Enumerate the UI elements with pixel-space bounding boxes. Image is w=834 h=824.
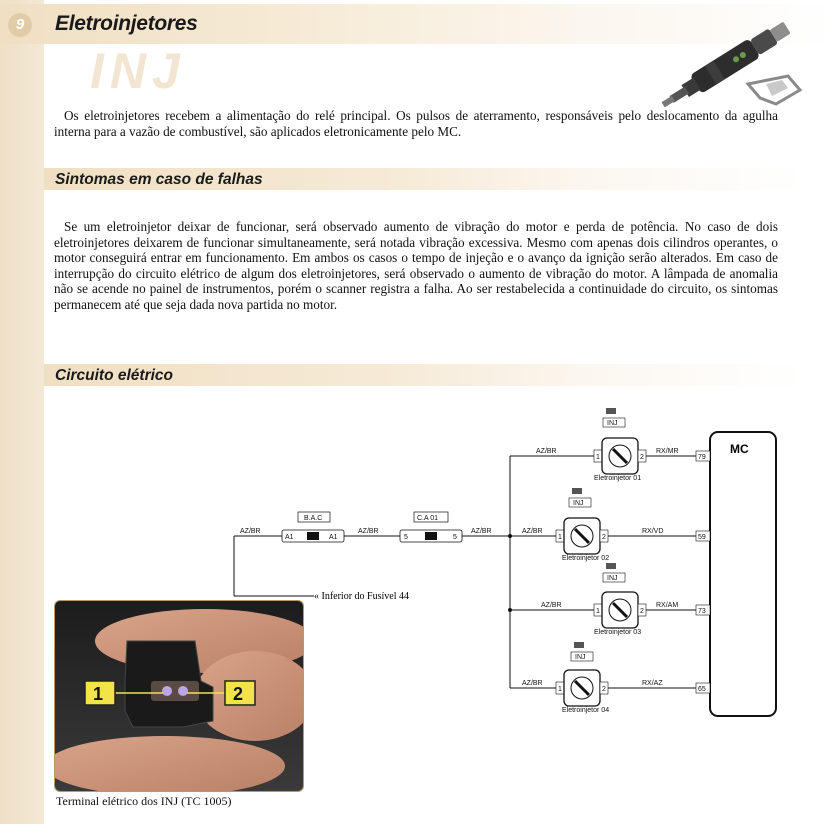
injector-02-label: Eletroinjetor 02 [562, 555, 610, 562]
injector-02 [510, 488, 710, 562]
callout-1-label: 1 [93, 684, 104, 704]
injector-03 [510, 563, 710, 636]
injector-01-label: Eletroinjetor 01 [594, 475, 642, 482]
injector-02-in-wire: AZ/BR [522, 528, 543, 535]
connector-ca01-name: C.A 01 [417, 515, 439, 522]
circuit-section-title: Circuito elétrico [55, 367, 173, 384]
injector-01-mc-pin: 79 [698, 454, 706, 461]
photo-caption: Terminal elétrico dos INJ (TC 1005) [56, 794, 232, 808]
injector-photo [648, 6, 818, 114]
mc-module [710, 432, 776, 716]
terminal-photo [54, 600, 304, 792]
injector-04-pin2: 2 [602, 686, 606, 693]
injector-02-tag: INJ [573, 500, 584, 507]
connector-bac-pin-out: A1 [329, 534, 338, 541]
callout-2-label: 2 [233, 684, 244, 704]
fuse-reference: « Inferior do Fusível 44 [314, 591, 409, 602]
wire-after-ca01: AZ/BR [471, 528, 492, 535]
injector-03-label: Eletroinjetor 03 [594, 629, 642, 636]
injector-04-mc-pin: 65 [698, 686, 706, 693]
injector-02-mc-pin: 59 [698, 534, 706, 541]
connector-bac-pin-in: A1 [285, 534, 294, 541]
injector-04 [510, 642, 710, 714]
injector-01-in-wire: AZ/BR [536, 448, 557, 455]
left-margin-bar [0, 0, 44, 824]
injector-03-pin1: 1 [596, 608, 600, 615]
injector-01 [510, 408, 710, 482]
injector-04-tag: INJ [575, 654, 586, 661]
connector-ca01-pin-out: 5 [453, 534, 457, 541]
mc-label: MC [730, 442, 749, 456]
injector-01-tag: INJ [607, 420, 618, 427]
page-number: 9 [8, 13, 32, 37]
injector-02-out-wire: RX/VD [642, 528, 664, 535]
symptoms-section-title: Sintomas em caso de falhas [55, 171, 263, 188]
feed-wire-label: AZ/BR [240, 528, 261, 535]
injector-03-tag: INJ [607, 575, 618, 582]
intro-paragraph: Os eletroinjetores recebem a alimentação do relé principal. Os pulsos de aterramento, responsáveis pelo deslocamento da agulha interna para a vazão de combustível, são aplicados eletronicamente pelo MC. [54, 108, 778, 139]
connector-ca01-pin-in: 5 [404, 534, 408, 541]
injector-01-pin2: 2 [640, 454, 644, 461]
injector-03-mc-pin: 73 [698, 608, 706, 615]
injector-01-pin1: 1 [596, 454, 600, 461]
injector-03-pin2: 2 [640, 608, 644, 615]
page-title: Eletroinjetores [55, 12, 198, 35]
injector-02-pin1: 1 [558, 534, 562, 541]
injector-01-out-wire: RX/MR [656, 448, 679, 455]
wire-after-bac: AZ/BR [358, 528, 379, 535]
injector-04-pin1: 1 [558, 686, 562, 693]
injector-02-pin2: 2 [602, 534, 606, 541]
injector-04-label: Eletroinjetor 04 [562, 707, 610, 714]
inj-watermark: INJ [90, 43, 186, 99]
injector-04-in-wire: AZ/BR [522, 680, 543, 687]
injector-04-out-wire: RX/AZ [642, 680, 663, 687]
injector-03-out-wire: RX/AM [656, 602, 679, 609]
symptoms-paragraph: Se um eletroinjetor deixar de funcionar, será observado aumento de vibração do motor e perda de potência. No caso de dois eletroinjetores deixarem de funcionar simultaneamente, será notada vibração excessiva. Mesmo com apenas dois cilindros operantes, o motor conseguirá entrar em funcionamento. Em ambos os casos o tempo de injeção e o avanço da ignição serão alterados. Em caso de interrupção do circuito elétrico de algum dos eletroinjetores, será observado o aumento de vibração do motor. A lâmpada de anomalia não se acende no painel de instrumentos, porém o scanner registra a falha. Ao ser restabelecida a continuidade do circuito, os sintomas permanecem até que seja dada nova partida no motor. [54, 219, 778, 312]
connector-bac-name: B.A.C [304, 515, 323, 522]
injector-03-in-wire: AZ/BR [541, 602, 562, 609]
